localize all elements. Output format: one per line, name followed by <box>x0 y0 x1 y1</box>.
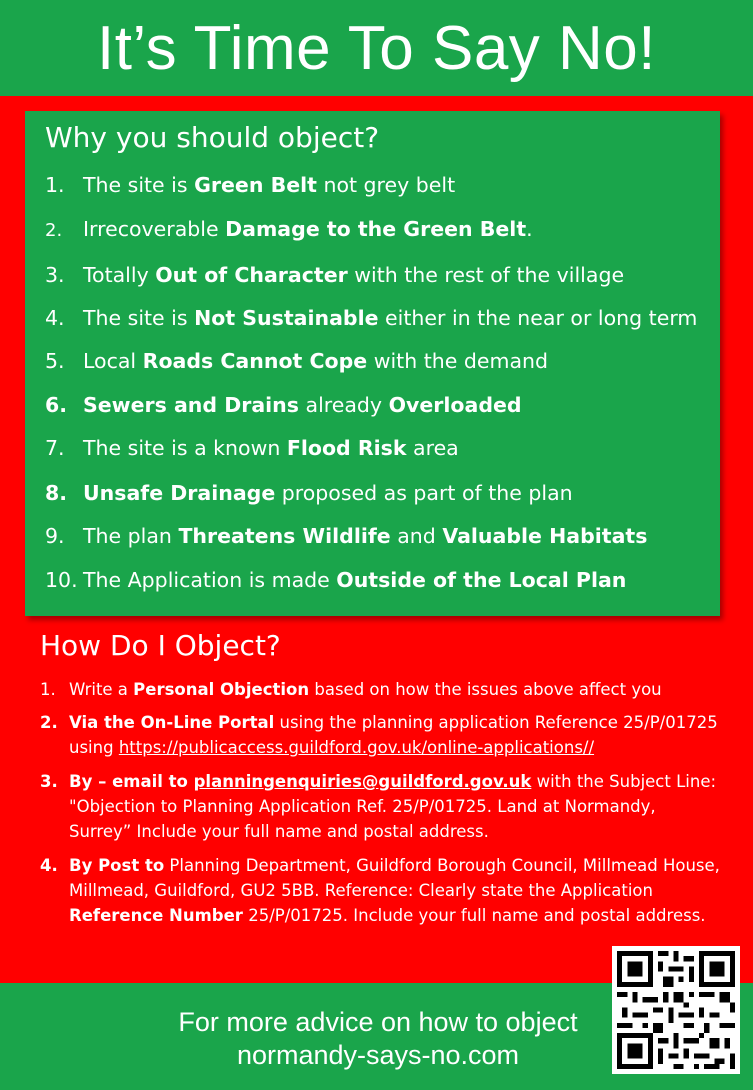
why-object-panel <box>25 111 720 616</box>
reason-item: 1. The site is Green Belt not grey belt <box>45 173 456 197</box>
qr-code-icon[interactable] <box>612 946 740 1074</box>
footer-advice-text: For more advice on how to object <box>178 1007 578 1037</box>
reason-item: 4. The site is Not Sustainable either in the near or long term <box>45 306 698 330</box>
reason-item: 5. Local Roads Cannot Cope with the demand <box>45 349 549 373</box>
reason-item: 8. Unsafe Drainage proposed as part of the plan <box>45 481 573 505</box>
header-banner <box>0 0 753 96</box>
reason-item: 2. Irrecoverable Damage to the Green Belt. <box>45 217 533 241</box>
reason-item: 6. Sewers and Drains already Overloaded <box>45 393 522 417</box>
how-step: 4. By Post to Planning Department, Guildford Borough Council, Millmead House, Millmead, Guildford, GU2 5BB. Reference: Clearly state the Application Reference Number 25/P/01725. Include your full name and postal address. <box>40 856 720 925</box>
reason-item: 10. The Application is made Outside of the Local Plan <box>45 568 627 592</box>
how-object-heading: How Do I Object? <box>40 629 281 662</box>
page-title: It’s Time To Say No! <box>96 13 657 83</box>
how-step: 3. By – email to planningenquiries@guildford.gov.uk with the Subject Line: "Objection to Planning Application Ref. 25/P/01725. Land at Normandy, Surrey” Include your full name and postal address. <box>40 772 717 841</box>
how-step: 2. Via the On-Line Portal using the planning application Reference 25/P/01725 using https://publicaccess.guildford.gov.uk/online-applications// <box>40 713 718 757</box>
why-object-heading: Why you should object? <box>45 121 380 154</box>
how-step: 1. Write a Personal Objection based on how the issues above affect you <box>40 680 662 699</box>
email-link[interactable]: planningenquiries@guildford.gov.uk <box>193 772 532 791</box>
reason-item: 3. Totally Out of Character with the rest of the village <box>45 263 625 287</box>
portal-link[interactable]: https://publicaccess.guildford.gov.uk/online-applications// <box>118 738 595 757</box>
reason-item: 9. The plan Threatens Wildlife and Valuable Habitats <box>45 524 648 548</box>
reason-item: 7. The site is a known Flood Risk area <box>45 436 459 460</box>
footer-website[interactable]: normandy-says-no.com <box>236 1040 520 1070</box>
